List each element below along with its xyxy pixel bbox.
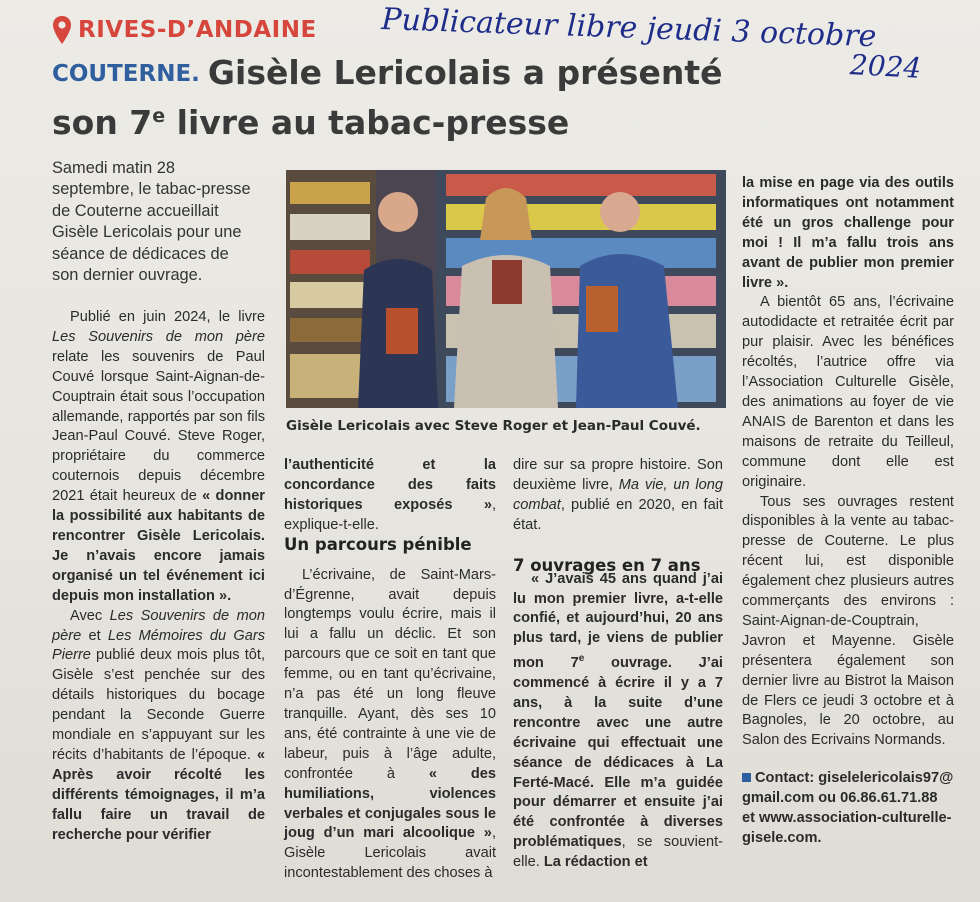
col2-paragraph-2 — [284, 566, 496, 885]
contact-block — [742, 769, 954, 849]
subhead-parcours: Un parcours pénible — [284, 535, 472, 554]
headline-location: COUTERNE. — [52, 61, 200, 87]
location-pin-icon — [52, 15, 72, 45]
col1-text: Publié en juin 2024, le livre — [70, 309, 265, 325]
book-title: Ma vie, un long combat — [513, 476, 723, 513]
headline-line2-b: livre au tabac-presse — [165, 103, 570, 142]
col3-quote: ouvrage. J’ai commencé à écrire il y a 7 ans, à la suite d’une rencontre avec une autre écrivaine qui effectuait une séance de dédicaces à La Ferté-Macé. Elle m’a guidée pour démarrer et ensuite j’ai été confrontée à diverses problématiques — [513, 655, 723, 851]
col1-paragraph-1 — [52, 308, 265, 607]
col4-paragraph-1 — [742, 174, 954, 293]
col2-text: L’écrivaine, de Saint-Mars-d’Égrenne, avait depuis longtemps voulu écrire, mais il lui a fallu un déclic. Et son parcours que ce soit en tant que femme, ou en tant qu’écrivaine, n’a pas été un long fleuve tranquille. Ayant, dès ses 10 ans, été contrainte à une vie de labeur, puis à l’âge adulte, confrontée à — [284, 566, 496, 782]
book-title: Les Souvenirs de mon père — [52, 328, 265, 345]
column-1 — [52, 308, 265, 845]
headline-superscript: e — [152, 105, 166, 127]
article-headline — [52, 52, 812, 144]
subhead-7-ouvrages: 7 ouvrages en 7 ans — [513, 556, 701, 575]
col4-text: A bientôt 65 ans, l’écrivaine autodidacte et retraitée écrit par pur plaisir. Avec les bénéfices récoltés, l’autrice offre via l’Association Culturelle Gisèle, des animations au foyer de vie ANAIS de Barenton et dans les maisons de retraite du Teilleul, commune dont elle est originaire. — [742, 294, 954, 490]
handwritten-note-line2: 2024 — [849, 48, 923, 85]
contact-text: Contact: giselelericolais97@ gmail.com ou 06.86.61.71.88 et www.association-culturelle-gisele.com. — [742, 770, 954, 846]
ordinal-superscript: e — [578, 653, 585, 665]
col4-text: Tous ses ouvrages restent disponibles à la vente au tabac-presse de Couterne. Le plus récent lui, est disponible également chez plusieurs autres commerçants des environs : Saint-Aignan-de-Couptrain, Javron et Mayenne. Gisèle présentera également son dernier livre au Bistrot la Maison de Flers ce jeudi 3 octobre et à Bagnoles, le 20 octobre, au Salon des Ecrivains Normands. — [742, 493, 954, 749]
col3-quote: La rédaction et — [543, 854, 648, 871]
col2-quote: l’authenticité et la concordance des faits historiques exposés » — [284, 457, 496, 513]
headline-line2-a: son 7 — [52, 103, 153, 142]
col1-text: publié deux mois plus tôt, Gisèle s’est penchée sur des détails historiques du bocage pendant la Seconde Guerre mondiale en s’appuyant sur les récits d’habitants de l’époque. — [52, 647, 265, 763]
col4-paragraph-3 — [742, 493, 954, 752]
col3-paragraph-2 — [513, 570, 723, 873]
col3-quote: « J’avais 45 ans quand j’ai lu mon premier livre, a-t-elle confié, et aujourd’hui, 20 ans plus tard, je viens de publier mon 7 — [513, 570, 723, 672]
square-bullet-icon — [742, 773, 751, 782]
col2-text: , explique-t-elle. — [284, 496, 496, 533]
article-photo — [286, 170, 726, 408]
book-title: Les Souvenirs de mon père — [52, 607, 265, 644]
col3-text: , publié en 2020, en fait état. — [513, 496, 723, 533]
col1-paragraph-2 — [52, 607, 265, 846]
section-rubric — [52, 10, 317, 50]
rubric-label: RIVES-D’ANDAINE — [78, 17, 317, 43]
book-title: Les Mémoires du Gars Pierre — [52, 627, 265, 664]
handwritten-note-line1: Publicateur libre jeudi 3 octobre — [380, 2, 877, 55]
col1-text: relate les souvenirs de Paul Couvé lorsque Saint-Aignan-de-Couptrain était sous l’occupation allemande, rapportés par son fils Jean-Paul Couvé. Steve Roger, propriétaire du commerce couternois depuis décembre 2021 était heureux de — [52, 348, 265, 505]
bookshop-photo-illustration — [286, 170, 726, 408]
lead-text: Samedi matin 28 septembre, le tabac-presse de Couterne accueillait Gisèle Lericolais pour une séance de dédicaces de son dernier ouvrage. — [52, 159, 251, 285]
photo-caption: Gisèle Lericolais avec Steve Roger et Jean-Paul Couvé. — [286, 418, 701, 434]
headline-line1: Gisèle Lericolais a présenté — [207, 53, 723, 92]
column-3 — [513, 456, 723, 873]
column-4 — [742, 174, 954, 849]
col1-text: Avec — [70, 607, 110, 624]
col1-quote: « donner la possibilité aux habitants de rencontrer Gisèle Lericolais. Je n’avais encore jamais organisé un tel événement ici depuis mon installation ». — [52, 488, 265, 604]
col4-quote: la mise en page via des outils informatiques ont notamment été un gros challenge pour moi ! Il m’a fallu trois ans avant de publier mon premier livre ». — [742, 175, 954, 291]
col1-text: et — [81, 627, 108, 644]
col2-text: , Gisèle Lericolais avait incontestablement des choses à — [284, 825, 496, 882]
col2-paragraph-1 — [284, 456, 496, 536]
column-2 — [284, 456, 496, 884]
col3-text: dire sur sa propre histoire. Son deuxième livre, — [513, 457, 723, 493]
col3-paragraph-1 — [513, 456, 723, 536]
col3-text: , se souvient-elle. — [513, 834, 723, 871]
article-lead — [52, 158, 258, 286]
col4-paragraph-2 — [742, 293, 954, 492]
col1-quote: « Après avoir récolté les différents témoignages, il m’a fallu faire un travail de recherche pour vérifier — [52, 746, 265, 843]
col2-quote: « des humiliations, violences verbales et conjugales sous le joug d’un mari alcoolique » — [284, 765, 496, 842]
